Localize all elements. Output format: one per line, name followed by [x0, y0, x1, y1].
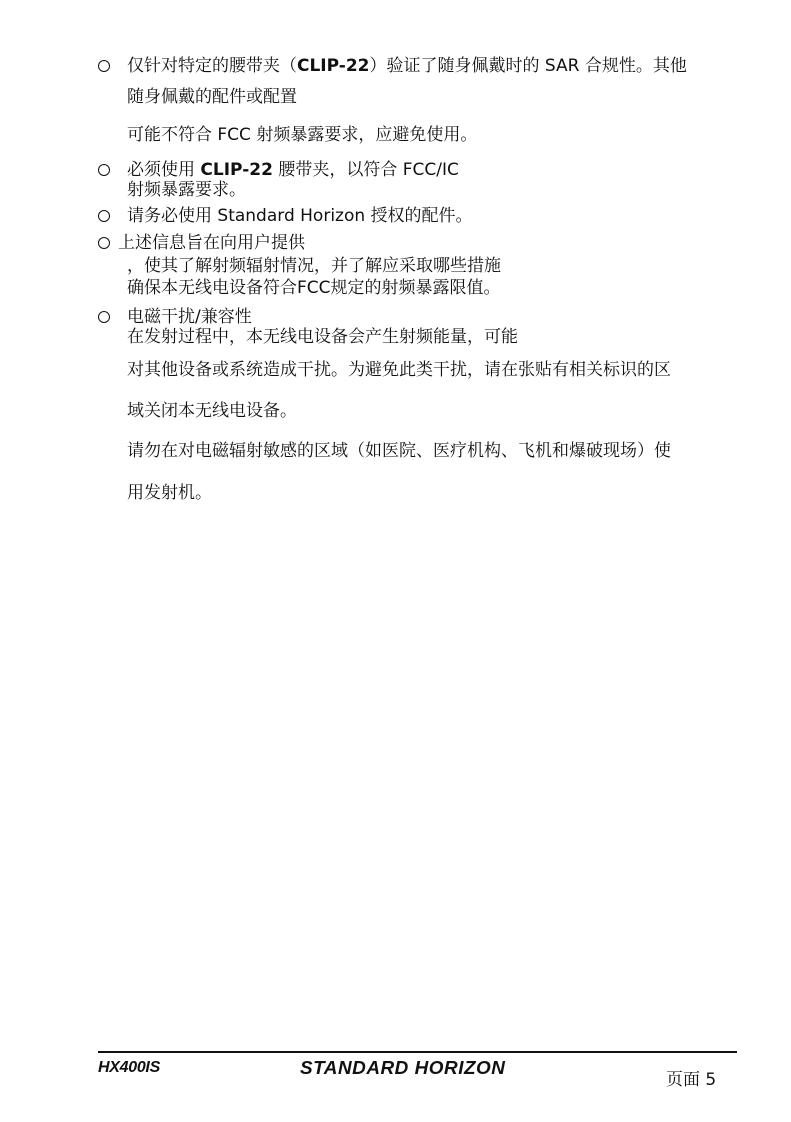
text-line: 必须使用 CLIP-22 腰带夹，以符合 FCC/IC — [127, 160, 459, 180]
text-line: 域关闭本无线电设备。 — [127, 401, 297, 421]
text-line: 可能不符合 FCC 射频暴露要求，应避免使用。 — [127, 125, 478, 145]
circle-bullet-icon — [98, 311, 110, 323]
circle-bullet-icon — [98, 210, 110, 222]
circle-bullet-icon — [98, 237, 110, 249]
text-line: 请勿在对电磁辐射敏感的区域（如医院、医疗机构、飞机和爆破现场）使 — [127, 441, 671, 461]
text-line: 电磁干扰/兼容性 — [127, 307, 252, 327]
brand-logo: STANDARD HORIZON — [300, 1058, 506, 1078]
page-number: 页面 5 — [666, 1070, 717, 1090]
text-line: 在发射过程中，本无线电设备会产生射频能量，可能 — [127, 327, 518, 347]
text-line: 仅针对特定的腰带夹（CLIP-22）验证了随身佩戴时的 SAR 合规性。其他 — [127, 56, 687, 76]
text-line: 射频暴露要求。 — [127, 180, 246, 200]
text-line: 确保本无线电设备符合FCC规定的射频暴露限值。 — [127, 278, 501, 298]
text-line: 对其他设备或系统造成干扰。为避免此类干扰，请在张贴有相关标识的区 — [127, 360, 671, 380]
circle-bullet-icon — [98, 164, 110, 176]
text-line: 上述信息旨在向用户提供 — [118, 233, 305, 253]
text-line: 请务必使用 Standard Horizon 授权的配件。 — [127, 206, 473, 226]
footer-divider — [98, 1051, 737, 1053]
text-line: ，使其了解射频辐射情况，并了解应采取哪些措施 — [127, 256, 501, 276]
model-name: HX400IS — [98, 1059, 160, 1076]
text-line: 随身佩戴的配件或配置 — [127, 87, 297, 107]
circle-bullet-icon — [98, 60, 110, 72]
text-line: 用发射机。 — [127, 483, 212, 503]
